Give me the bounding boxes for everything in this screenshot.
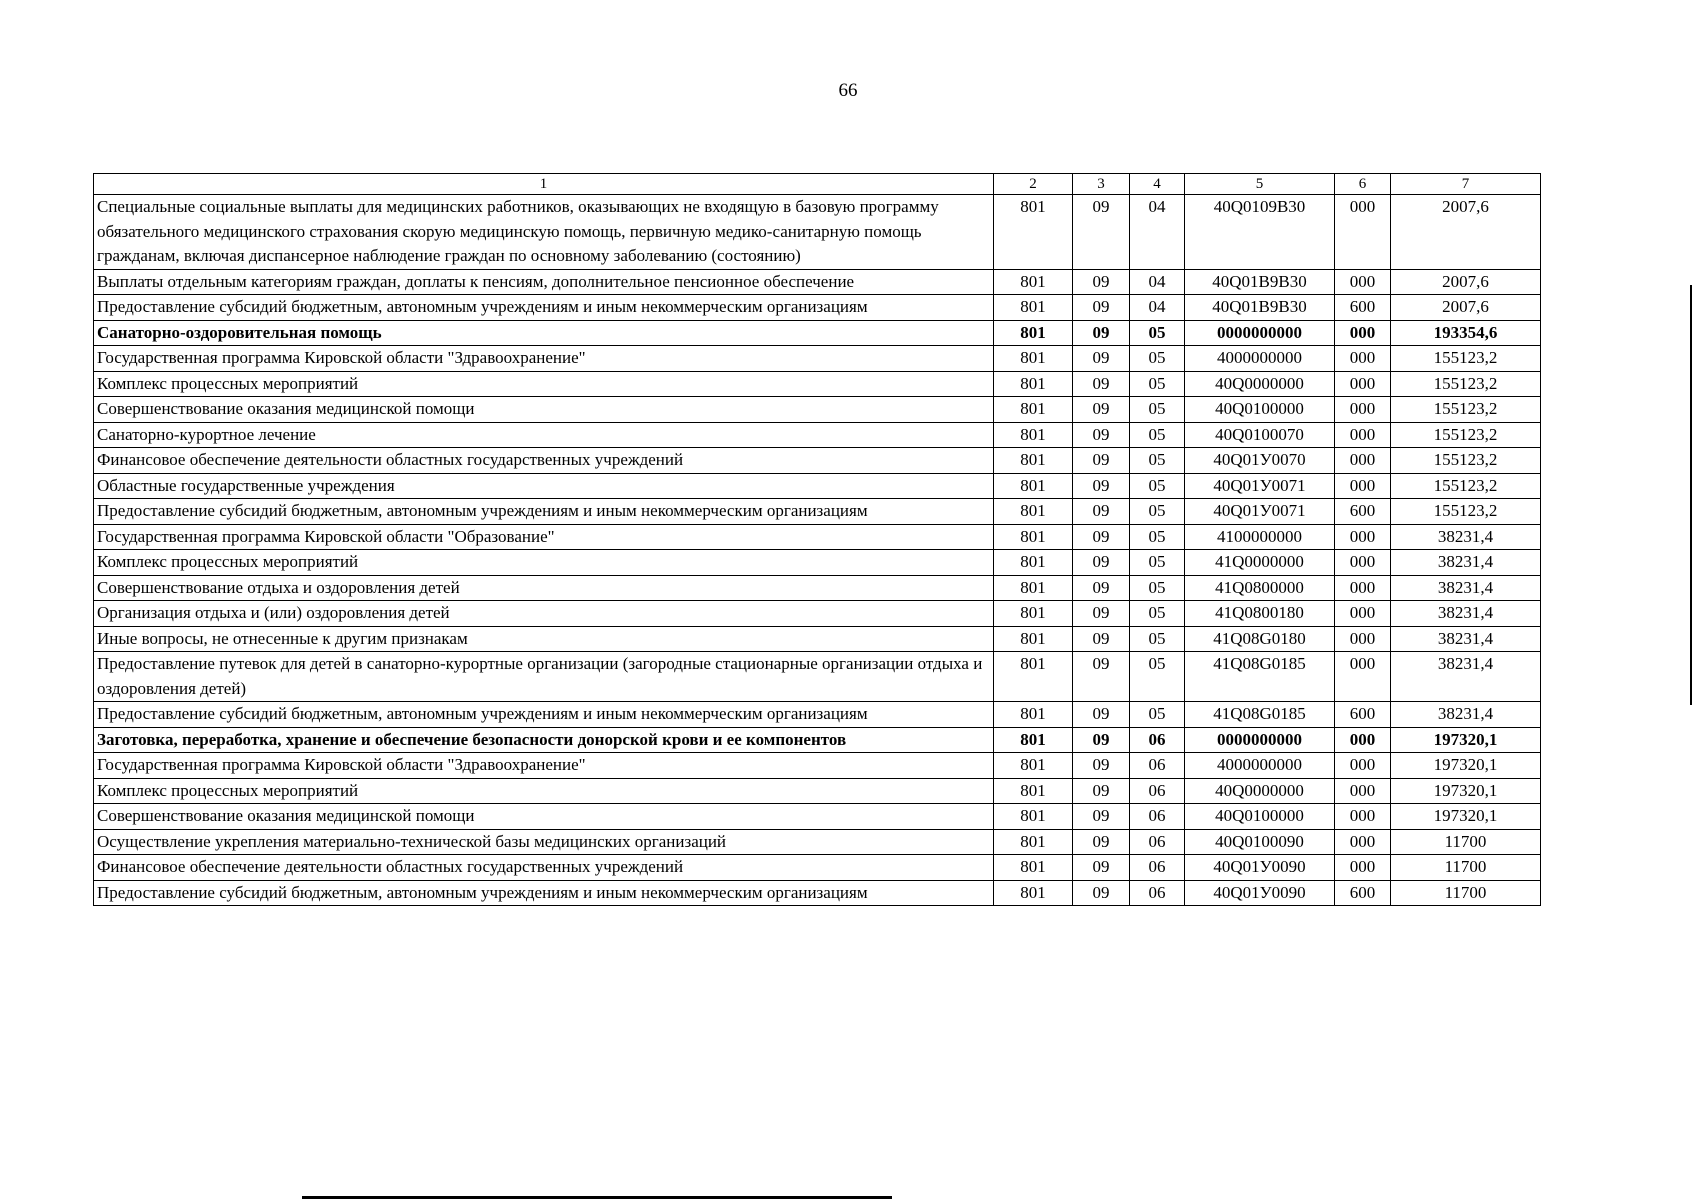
row-ministry-code-cell: 801	[994, 320, 1073, 346]
row-expense-type-cell: 000	[1335, 371, 1391, 397]
header-row	[94, 174, 1541, 195]
row-expense-type-cell: 000	[1335, 550, 1391, 576]
row-subsection-code-cell: 04	[1130, 269, 1185, 295]
row-amount-cell: 38231,4	[1391, 550, 1541, 576]
row-section-code-cell: 09	[1073, 880, 1130, 906]
row-subsection-code-cell: 05	[1130, 524, 1185, 550]
row-subsection-code-cell: 05	[1130, 346, 1185, 372]
row-amount-cell: 2007,6	[1391, 295, 1541, 321]
row-ministry-code-cell: 801	[994, 804, 1073, 830]
table-row	[94, 601, 1541, 627]
row-expense-type-cell: 000	[1335, 829, 1391, 855]
row-amount-cell: 38231,4	[1391, 575, 1541, 601]
row-name-cell: Организация отдыха и (или) оздоровления детей	[94, 601, 994, 627]
row-target-code-cell: 0000000000	[1185, 727, 1335, 753]
row-name-cell: Санаторно-оздоровительная помощь	[94, 320, 994, 346]
row-expense-type-cell: 600	[1335, 702, 1391, 728]
row-amount-cell: 197320,1	[1391, 753, 1541, 779]
row-ministry-code-cell: 801	[994, 397, 1073, 423]
row-target-code-cell: 40Q01B9B30	[1185, 295, 1335, 321]
row-amount-cell: 193354,6	[1391, 320, 1541, 346]
row-section-code-cell: 09	[1073, 855, 1130, 881]
row-amount-cell: 11700	[1391, 855, 1541, 881]
row-subsection-code-cell: 05	[1130, 499, 1185, 525]
row-ministry-code-cell: 801	[994, 727, 1073, 753]
budget-table	[93, 173, 1541, 906]
row-expense-type-cell: 000	[1335, 804, 1391, 830]
row-section-code-cell: 09	[1073, 524, 1130, 550]
row-ministry-code-cell: 801	[994, 371, 1073, 397]
row-section-code-cell: 09	[1073, 295, 1130, 321]
row-ministry-code-cell: 801	[994, 575, 1073, 601]
row-target-code-cell: 40Q0109B30	[1185, 195, 1335, 270]
row-name-cell: Иные вопросы, не отнесенные к другим признакам	[94, 626, 994, 652]
row-target-code-cell: 40Q01У0090	[1185, 880, 1335, 906]
row-amount-cell: 155123,2	[1391, 448, 1541, 474]
table-row	[94, 269, 1541, 295]
row-amount-cell: 38231,4	[1391, 652, 1541, 702]
row-target-code-cell: 41Q0800000	[1185, 575, 1335, 601]
row-amount-cell: 38231,4	[1391, 601, 1541, 627]
table-row	[94, 652, 1541, 702]
row-name-cell: Государственная программа Кировской области "Здравоохранение"	[94, 753, 994, 779]
table-header	[94, 174, 1541, 195]
row-target-code-cell: 41Q0000000	[1185, 550, 1335, 576]
row-ministry-code-cell: 801	[994, 448, 1073, 474]
row-ministry-code-cell: 801	[994, 652, 1073, 702]
row-target-code-cell: 40Q0100000	[1185, 804, 1335, 830]
row-name-cell: Предоставление субсидий бюджетным, автономным учреждениям и иным некоммерческим организациям	[94, 295, 994, 321]
row-target-code-cell: 40Q01B9B30	[1185, 269, 1335, 295]
bottom-divider	[302, 1196, 892, 1199]
row-name-cell: Выплаты отдельным категориям граждан, доплаты к пенсиям, дополнительное пенсионное обеспечение	[94, 269, 994, 295]
row-amount-cell: 155123,2	[1391, 422, 1541, 448]
row-subsection-code-cell: 06	[1130, 778, 1185, 804]
row-subsection-code-cell: 05	[1130, 575, 1185, 601]
row-section-code-cell: 09	[1073, 269, 1130, 295]
table-row	[94, 422, 1541, 448]
table-row	[94, 829, 1541, 855]
row-ministry-code-cell: 801	[994, 195, 1073, 270]
header-col-5: 5	[1185, 174, 1335, 195]
row-expense-type-cell: 000	[1335, 320, 1391, 346]
row-ministry-code-cell: 801	[994, 829, 1073, 855]
row-expense-type-cell: 000	[1335, 397, 1391, 423]
row-target-code-cell: 40Q0100070	[1185, 422, 1335, 448]
row-name-cell: Предоставление субсидий бюджетным, автономным учреждениям и иным некоммерческим организациям	[94, 880, 994, 906]
row-section-code-cell: 09	[1073, 195, 1130, 270]
table-row	[94, 880, 1541, 906]
row-expense-type-cell: 000	[1335, 195, 1391, 270]
row-ministry-code-cell: 801	[994, 550, 1073, 576]
row-ministry-code-cell: 801	[994, 524, 1073, 550]
row-name-cell: Специальные социальные выплаты для медицинских работников, оказывающих не входящую в базовую программу обязательного медицинского страхования скорую медицинскую помощь, первичную медико-санитарную помощь гражданам, включая диспансерное наблюдение граждан по основному заболеванию (состоянию)	[94, 195, 994, 270]
row-section-code-cell: 09	[1073, 575, 1130, 601]
row-ministry-code-cell: 801	[994, 702, 1073, 728]
row-ministry-code-cell: 801	[994, 855, 1073, 881]
table-row	[94, 448, 1541, 474]
table-row	[94, 473, 1541, 499]
row-target-code-cell: 4000000000	[1185, 346, 1335, 372]
row-subsection-code-cell: 05	[1130, 397, 1185, 423]
table-body	[94, 195, 1541, 906]
row-amount-cell: 11700	[1391, 829, 1541, 855]
row-expense-type-cell: 000	[1335, 601, 1391, 627]
row-name-cell: Комплекс процессных мероприятий	[94, 778, 994, 804]
row-section-code-cell: 09	[1073, 397, 1130, 423]
row-subsection-code-cell: 04	[1130, 295, 1185, 321]
row-section-code-cell: 09	[1073, 702, 1130, 728]
row-amount-cell: 155123,2	[1391, 499, 1541, 525]
row-name-cell: Областные государственные учреждения	[94, 473, 994, 499]
table-row	[94, 550, 1541, 576]
row-expense-type-cell: 000	[1335, 422, 1391, 448]
row-ministry-code-cell: 801	[994, 626, 1073, 652]
row-amount-cell: 155123,2	[1391, 473, 1541, 499]
row-section-code-cell: 09	[1073, 652, 1130, 702]
row-amount-cell: 38231,4	[1391, 702, 1541, 728]
row-ministry-code-cell: 801	[994, 601, 1073, 627]
row-name-cell: Предоставление субсидий бюджетным, автономным учреждениям и иным некоммерческим организациям	[94, 702, 994, 728]
row-amount-cell: 155123,2	[1391, 397, 1541, 423]
row-ministry-code-cell: 801	[994, 346, 1073, 372]
row-amount-cell: 38231,4	[1391, 524, 1541, 550]
row-expense-type-cell: 000	[1335, 727, 1391, 753]
row-target-code-cell: 40Q01У0070	[1185, 448, 1335, 474]
row-subsection-code-cell: 05	[1130, 702, 1185, 728]
row-expense-type-cell: 000	[1335, 753, 1391, 779]
row-target-code-cell: 40Q0000000	[1185, 371, 1335, 397]
row-amount-cell: 155123,2	[1391, 346, 1541, 372]
row-subsection-code-cell: 06	[1130, 753, 1185, 779]
row-name-cell: Совершенствование оказания медицинской помощи	[94, 397, 994, 423]
row-ministry-code-cell: 801	[994, 880, 1073, 906]
row-name-cell: Финансовое обеспечение деятельности областных государственных учреждений	[94, 855, 994, 881]
row-section-code-cell: 09	[1073, 448, 1130, 474]
table-row	[94, 524, 1541, 550]
row-target-code-cell: 41Q08G0185	[1185, 652, 1335, 702]
row-subsection-code-cell: 05	[1130, 652, 1185, 702]
table-row	[94, 195, 1541, 270]
row-section-code-cell: 09	[1073, 727, 1130, 753]
header-col-1: 1	[94, 174, 994, 195]
row-expense-type-cell: 000	[1335, 524, 1391, 550]
row-expense-type-cell: 000	[1335, 626, 1391, 652]
row-expense-type-cell: 600	[1335, 499, 1391, 525]
row-section-code-cell: 09	[1073, 804, 1130, 830]
header-col-2: 2	[994, 174, 1073, 195]
row-target-code-cell: 40Q0100090	[1185, 829, 1335, 855]
header-col-6: 6	[1335, 174, 1391, 195]
row-expense-type-cell: 000	[1335, 269, 1391, 295]
row-target-code-cell: 40Q01У0071	[1185, 473, 1335, 499]
row-subsection-code-cell: 05	[1130, 320, 1185, 346]
row-target-code-cell: 4100000000	[1185, 524, 1335, 550]
row-subsection-code-cell: 06	[1130, 880, 1185, 906]
row-name-cell: Комплекс процессных мероприятий	[94, 371, 994, 397]
row-section-code-cell: 09	[1073, 753, 1130, 779]
row-target-code-cell: 40Q01У0071	[1185, 499, 1335, 525]
row-section-code-cell: 09	[1073, 320, 1130, 346]
row-amount-cell: 38231,4	[1391, 626, 1541, 652]
header-col-7: 7	[1391, 174, 1541, 195]
table-row	[94, 727, 1541, 753]
row-ministry-code-cell: 801	[994, 778, 1073, 804]
row-target-code-cell: 0000000000	[1185, 320, 1335, 346]
row-section-code-cell: 09	[1073, 422, 1130, 448]
row-amount-cell: 11700	[1391, 880, 1541, 906]
row-section-code-cell: 09	[1073, 778, 1130, 804]
row-name-cell: Совершенствование оказания медицинской помощи	[94, 804, 994, 830]
row-target-code-cell: 40Q0100000	[1185, 397, 1335, 423]
row-subsection-code-cell: 06	[1130, 804, 1185, 830]
row-expense-type-cell: 600	[1335, 295, 1391, 321]
row-target-code-cell: 4000000000	[1185, 753, 1335, 779]
row-section-code-cell: 09	[1073, 550, 1130, 576]
row-amount-cell: 2007,6	[1391, 269, 1541, 295]
row-subsection-code-cell: 06	[1130, 829, 1185, 855]
row-section-code-cell: 09	[1073, 473, 1130, 499]
table-row	[94, 753, 1541, 779]
row-ministry-code-cell: 801	[994, 269, 1073, 295]
row-amount-cell: 197320,1	[1391, 778, 1541, 804]
row-expense-type-cell: 000	[1335, 652, 1391, 702]
row-subsection-code-cell: 06	[1130, 855, 1185, 881]
row-subsection-code-cell: 04	[1130, 195, 1185, 270]
row-expense-type-cell: 000	[1335, 855, 1391, 881]
row-target-code-cell: 40Q01У0090	[1185, 855, 1335, 881]
row-name-cell: Предоставление субсидий бюджетным, автономным учреждениям и иным некоммерческим организациям	[94, 499, 994, 525]
row-subsection-code-cell: 05	[1130, 422, 1185, 448]
row-subsection-code-cell: 05	[1130, 448, 1185, 474]
header-col-4: 4	[1130, 174, 1185, 195]
row-section-code-cell: 09	[1073, 626, 1130, 652]
table-row	[94, 778, 1541, 804]
row-amount-cell: 197320,1	[1391, 727, 1541, 753]
row-target-code-cell: 41Q08G0185	[1185, 702, 1335, 728]
table-row	[94, 855, 1541, 881]
row-section-code-cell: 09	[1073, 829, 1130, 855]
row-expense-type-cell: 000	[1335, 473, 1391, 499]
table-row	[94, 346, 1541, 372]
row-ministry-code-cell: 801	[994, 295, 1073, 321]
table-row	[94, 702, 1541, 728]
table-row	[94, 320, 1541, 346]
row-name-cell: Осуществление укрепления материально-технической базы медицинских организаций	[94, 829, 994, 855]
row-subsection-code-cell: 05	[1130, 371, 1185, 397]
row-target-code-cell: 41Q0800180	[1185, 601, 1335, 627]
row-subsection-code-cell: 05	[1130, 473, 1185, 499]
header-col-3: 3	[1073, 174, 1130, 195]
row-expense-type-cell: 600	[1335, 880, 1391, 906]
row-ministry-code-cell: 801	[994, 422, 1073, 448]
row-target-code-cell: 40Q0000000	[1185, 778, 1335, 804]
page-number: 66	[838, 80, 858, 101]
row-amount-cell: 155123,2	[1391, 371, 1541, 397]
row-ministry-code-cell: 801	[994, 473, 1073, 499]
table-row	[94, 371, 1541, 397]
row-amount-cell: 2007,6	[1391, 195, 1541, 270]
row-name-cell: Финансовое обеспечение деятельности областных государственных учреждений	[94, 448, 994, 474]
row-name-cell: Государственная программа Кировской области "Здравоохранение"	[94, 346, 994, 372]
edge-mark	[1690, 285, 1692, 705]
row-name-cell: Предоставление путевок для детей в санаторно-курортные организации (загородные стационарные организации отдыха и оздоровления детей)	[94, 652, 994, 702]
table-row	[94, 626, 1541, 652]
row-section-code-cell: 09	[1073, 499, 1130, 525]
row-section-code-cell: 09	[1073, 371, 1130, 397]
table-row	[94, 804, 1541, 830]
row-name-cell: Заготовка, переработка, хранение и обеспечение безопасности донорской крови и ее компонентов	[94, 727, 994, 753]
row-amount-cell: 197320,1	[1391, 804, 1541, 830]
row-name-cell: Государственная программа Кировской области "Образование"	[94, 524, 994, 550]
row-expense-type-cell: 000	[1335, 575, 1391, 601]
row-target-code-cell: 41Q08G0180	[1185, 626, 1335, 652]
row-ministry-code-cell: 801	[994, 753, 1073, 779]
table-row	[94, 575, 1541, 601]
row-ministry-code-cell: 801	[994, 499, 1073, 525]
table-row	[94, 397, 1541, 423]
table-row	[94, 295, 1541, 321]
row-name-cell: Комплекс процессных мероприятий	[94, 550, 994, 576]
row-name-cell: Санаторно-курортное лечение	[94, 422, 994, 448]
row-subsection-code-cell: 05	[1130, 550, 1185, 576]
row-name-cell: Совершенствование отдыха и оздоровления детей	[94, 575, 994, 601]
row-expense-type-cell: 000	[1335, 778, 1391, 804]
table-row	[94, 499, 1541, 525]
row-expense-type-cell: 000	[1335, 346, 1391, 372]
row-subsection-code-cell: 06	[1130, 727, 1185, 753]
row-subsection-code-cell: 05	[1130, 601, 1185, 627]
row-section-code-cell: 09	[1073, 601, 1130, 627]
row-expense-type-cell: 000	[1335, 448, 1391, 474]
row-section-code-cell: 09	[1073, 346, 1130, 372]
row-subsection-code-cell: 05	[1130, 626, 1185, 652]
